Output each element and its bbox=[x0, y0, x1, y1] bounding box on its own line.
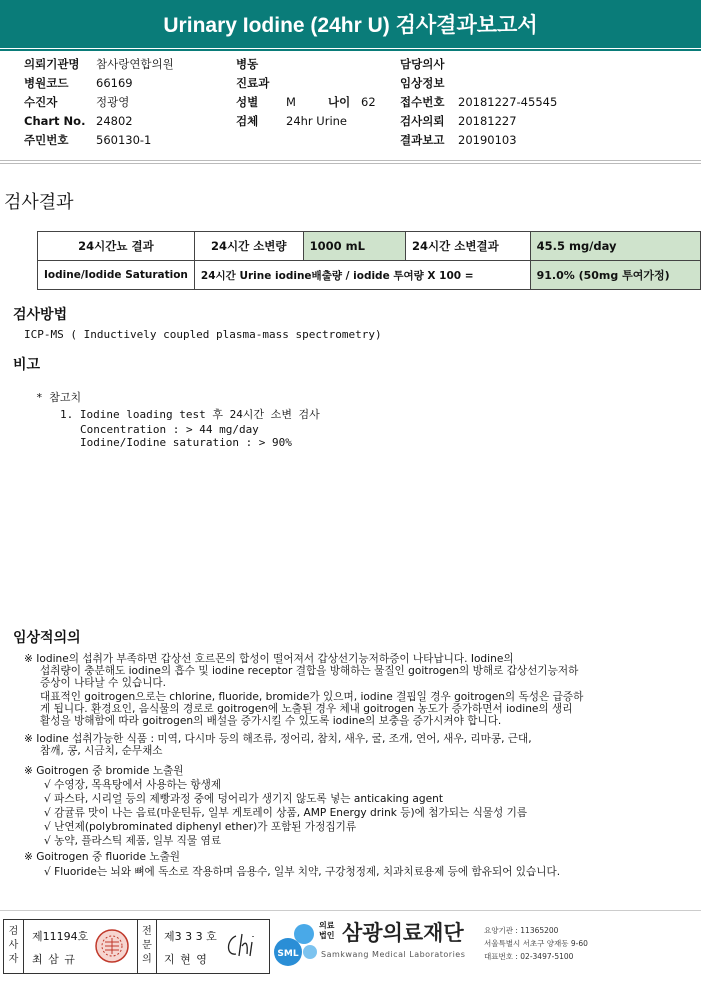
label: 접수번호 bbox=[400, 95, 445, 109]
clinical-line: 활성을 방해함에 따라 goitrogen의 배설을 증가시킬 수 있도록 iodine의 보충을 증가시켜야 합니다. bbox=[40, 715, 502, 727]
method-text: ICP-MS ( Inductively coupled plasma-mass spectrometry) bbox=[24, 328, 382, 341]
sml-logo-icon bbox=[270, 918, 320, 970]
org-type bbox=[319, 921, 334, 941]
value: 20181227-45545 bbox=[458, 95, 558, 109]
result-cell: 24시간 소변량 bbox=[194, 232, 303, 261]
results-table bbox=[37, 231, 701, 290]
clinical-line: ※ Iodine 섭취가능한 식품 : 미역, 다시마 등의 해조류, 정어리, 참치, 새우, 굴, 조개, 연어, 새우, 리마콩, 근대, bbox=[24, 733, 532, 745]
examiner-label-char: 자 bbox=[8, 954, 19, 965]
result-cell: 24시간 소변결과 bbox=[406, 232, 531, 261]
label: 의뢰기관명 bbox=[24, 57, 80, 71]
seal-icon bbox=[94, 928, 130, 964]
remark-line: Concentration : > 44 mg/day bbox=[80, 423, 259, 436]
examiner-license: 제11194호 bbox=[32, 930, 89, 943]
remark-line: * 참고치 bbox=[36, 391, 82, 404]
clinical-title: 임상적의의 bbox=[13, 630, 81, 646]
examiner-label bbox=[4, 920, 24, 973]
clinical-line: 대표적인 goitrogen으로는 chlorine, fluoride, bromide가 있으며, iodine 결핍일 경우 goitrogen의 독성은 급증하 bbox=[40, 691, 584, 703]
clinical-line: 참깨, 콩, 시금치, 순무채소 bbox=[40, 745, 163, 757]
divider bbox=[0, 910, 701, 911]
specialist-license: 제3 3 3 호 bbox=[164, 930, 217, 943]
label: 주민번호 bbox=[24, 133, 69, 147]
clinical-line: 증상이 나타날 수 있습니다. bbox=[40, 677, 167, 689]
org-english-name: Samkwang Medical Laboratories bbox=[321, 950, 466, 959]
specialist-label-char: 전 bbox=[142, 926, 152, 937]
info-col1 bbox=[24, 55, 174, 150]
examiner-name: 최 삼 규 bbox=[32, 953, 76, 966]
clinical-line: 게 됩니다. 환경요인, 음식물의 경로로 goitrogen에 노출된 경우 체내 goitrogen 농도가 증가하면서 iodine의 생리 bbox=[40, 703, 573, 715]
divider bbox=[0, 163, 701, 164]
label: 병원코드 bbox=[24, 76, 69, 90]
clinical-line: √ 감귤류 맛이 나는 음료(마운틴듀, 일부 게토레이 상품, AMP Energy drink 등)에 첨가되는 식물성 기름 bbox=[44, 807, 528, 819]
contact-line: 요양기관 : 11365200 bbox=[484, 926, 559, 935]
value: 24hr Urine bbox=[286, 114, 348, 128]
label: 담당의사 bbox=[400, 57, 445, 71]
label: 수진자 bbox=[24, 95, 58, 109]
label: 병동 bbox=[236, 57, 259, 71]
results-title: 검사결과 bbox=[4, 192, 74, 213]
clinical-line: √ 수영장, 목욕탕에서 사용하는 항생제 bbox=[44, 779, 222, 791]
clinical-line: ※ Goitrogen 중 fluoride 노출원 bbox=[24, 851, 181, 863]
value: 20181227 bbox=[458, 114, 517, 128]
remark-line: Iodine/Iodine saturation : > 90% bbox=[80, 436, 292, 449]
result-cell: Iodine/Iodide Saturation bbox=[38, 261, 195, 290]
clinical-line: √ 농약, 플라스틱 제품, 일부 직물 염료 bbox=[44, 835, 221, 847]
clinical-line: √ 난연제(polybrominated diphenyl ether)가 포함된 가정집기류 bbox=[44, 821, 357, 833]
value: 참사랑연합의원 bbox=[96, 57, 174, 71]
examiner-label-char: 사 bbox=[8, 940, 19, 951]
signature-box bbox=[3, 919, 270, 974]
specialist-label bbox=[137, 920, 157, 973]
info-col3 bbox=[400, 55, 557, 150]
specialist-label-char: 문 bbox=[142, 940, 152, 951]
remarks-title: 비고 bbox=[13, 357, 41, 373]
value: 560130-1 bbox=[96, 133, 152, 147]
signature-icon bbox=[222, 930, 262, 962]
contact-line: 대표번호 : 02-3497-5100 bbox=[484, 952, 574, 961]
org-name: 삼광의료재단 bbox=[342, 921, 464, 945]
result-cell: 24시간 Urine iodine배출량 / iodide 투여량 X 100 = bbox=[194, 261, 530, 290]
info-col2 bbox=[236, 55, 376, 131]
clinical-line: √ 파스타, 시리얼 등의 제빵과정 중에 덩어리가 생기지 않도록 넣는 anticaking agent bbox=[44, 793, 443, 805]
saturation-result: 91.0% (50mg 투여가정) bbox=[530, 261, 700, 290]
value: 66169 bbox=[96, 76, 133, 90]
examiner-label-char: 검 bbox=[8, 926, 19, 937]
urine-result: 45.5 mg/day bbox=[530, 232, 700, 261]
clinical-line: ※ Iodine의 섭취가 부족하면 갑상선 호르몬의 합성이 떨어져서 갑상선기능저하증이 나타납니다. Iodine의 bbox=[24, 653, 514, 665]
value: M bbox=[286, 95, 296, 109]
result-cell: 24시간뇨 결과 bbox=[38, 232, 195, 261]
label: 검체 bbox=[236, 114, 259, 128]
org-type-line: 의료 bbox=[319, 921, 335, 930]
clinical-line: ※ Goitrogen 중 bromide 노출원 bbox=[24, 765, 184, 777]
label: 임상정보 bbox=[400, 76, 445, 90]
divider bbox=[0, 160, 701, 161]
method-title: 검사방법 bbox=[13, 307, 68, 323]
label: 성별 bbox=[236, 95, 259, 109]
logo-text: SML bbox=[277, 949, 299, 959]
remark-line: 1. Iodine loading test 후 24시간 소변 검사 bbox=[60, 408, 320, 421]
report-title: Urinary Iodine (24hr U) 검사결과보고서 bbox=[0, 0, 701, 48]
value: 정광영 bbox=[96, 95, 130, 109]
label: Chart No. bbox=[24, 114, 86, 128]
contact-line: 서울특별시 서초구 양재동 9-60 bbox=[484, 939, 588, 948]
age-value: 62 bbox=[361, 95, 376, 109]
value: 20190103 bbox=[458, 133, 517, 147]
clinical-line: 섭취량이 충분해도 iodine의 흡수 및 iodine receptor 결합을 방해하는 물질인 goitrogen의 방해로 갑상선기능저하 bbox=[40, 665, 579, 677]
value: 24802 bbox=[96, 114, 133, 128]
org-type-line: 법인 bbox=[319, 931, 335, 940]
label: 검사의뢰 bbox=[400, 114, 445, 128]
label: 진료과 bbox=[236, 76, 270, 90]
clinical-line: √ Fluoride는 뇌와 뼈에 독소로 작용하며 음용수, 일부 치약, 구강청정제, 치과치료용제 등에 함유되어 있습니다. bbox=[44, 866, 561, 878]
specialist-name: 지 현 영 bbox=[164, 953, 208, 966]
urine-volume: 1000 mL bbox=[303, 232, 405, 261]
age-label: 나이 bbox=[328, 95, 351, 109]
label: 결과보고 bbox=[400, 133, 445, 147]
org-contact bbox=[484, 924, 588, 963]
specialist-label-char: 의 bbox=[142, 954, 152, 965]
